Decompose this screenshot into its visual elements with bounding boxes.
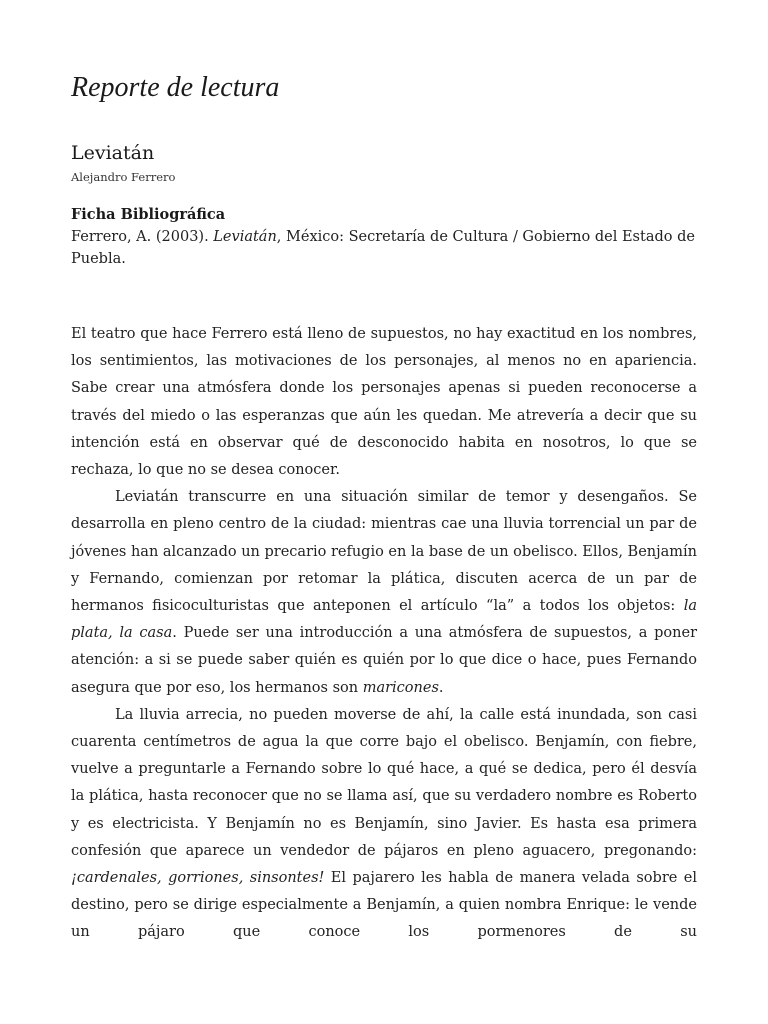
paragraph-2-part-b: . Puede ser una introducción a una atmósfera de supuestos, a poner atención: a si se puede saber quién es quién por lo que dice o hace, pues Fernando asegura que por eso, los hermanos son [71, 625, 697, 696]
paragraph-2-emphasis-1: la plata, la casa [71, 598, 697, 642]
ficha-citation [71, 226, 697, 270]
paragraph-3-part-a: La lluvia arrecia, no pueden moverse de ahí, la calle está inundada, son casi cuarenta centímetros de agua la que corre bajo el obelisco. Benjamín, con fiebre, vuelve a preguntarle a Fernando sobre lo qué hace, a qué se dedica, pero él desvía la plática, hasta reconocer que no se llama así, que su verdadero nombre es Roberto y es electricista. Y Benjamín no es Benjamín, sino Javier. Es hasta esa primera confesión que aparece un vendedor de pájaros en pleno aguacero, pregonando: [71, 706, 697, 859]
paragraph-1: El teatro que hace Ferrero está lleno de supuestos, no hay exactitud en los nombres, los sentimientos, las motivaciones de los personajes, al menos no en apariencia. Sabe crear una atmósfera donde los personajes apenas si pueden reconocerse a través del miedo o las esperanzas que aún les quedan. Me atrevería a decir que su intención está en observar qué de desconocido habita en nosotros, lo que se rechaza, lo que no se desea conocer. [71, 326, 697, 479]
citation-suffix: , México: Secretaría de Cultura / Gobierno del Estado de Puebla. [71, 229, 695, 267]
book-author: Alejandro Ferrero [71, 170, 176, 184]
paragraph-2-part-c: . [438, 679, 444, 696]
body-text [71, 321, 697, 947]
paragraph-2-part-a: Leviatán transcurre en una situación similar de temor y desengaños. Se desarrolla en pleno centro de la ciudad: mientras cae una lluvia torrencial un par de jóvenes han alcanzado un precario refugio en la base de un obelisco. Ellos, Benjamín y Fernando, comienzan por retomar la plática, discuten acerca de un par de hermanos fisicoculturistas que anteponen el artículo “la” a todos los objetos: [71, 489, 697, 615]
paragraph-3 [71, 702, 697, 947]
paragraph-3-emphasis: ¡cardenales, gorriones, sinsontes! [71, 870, 325, 887]
paragraph-2-emphasis-2: maricones [362, 679, 439, 696]
ficha-heading: Ficha Bibliográfica [71, 206, 226, 223]
citation-title: Leviatán [213, 229, 277, 245]
paragraph-2 [71, 484, 697, 702]
book-title: Leviatán [71, 142, 155, 164]
report-title: Reporte de lectura [71, 72, 280, 103]
citation-prefix: Ferrero, A. (2003). [71, 229, 214, 245]
paragraph-3-part-b: El pajarero les habla de manera velada sobre el destino, pero se dirige especialmente a Benjamín, a quien nombra Enrique: le vende un pájaro que conoce los pormenores de su [71, 870, 697, 941]
